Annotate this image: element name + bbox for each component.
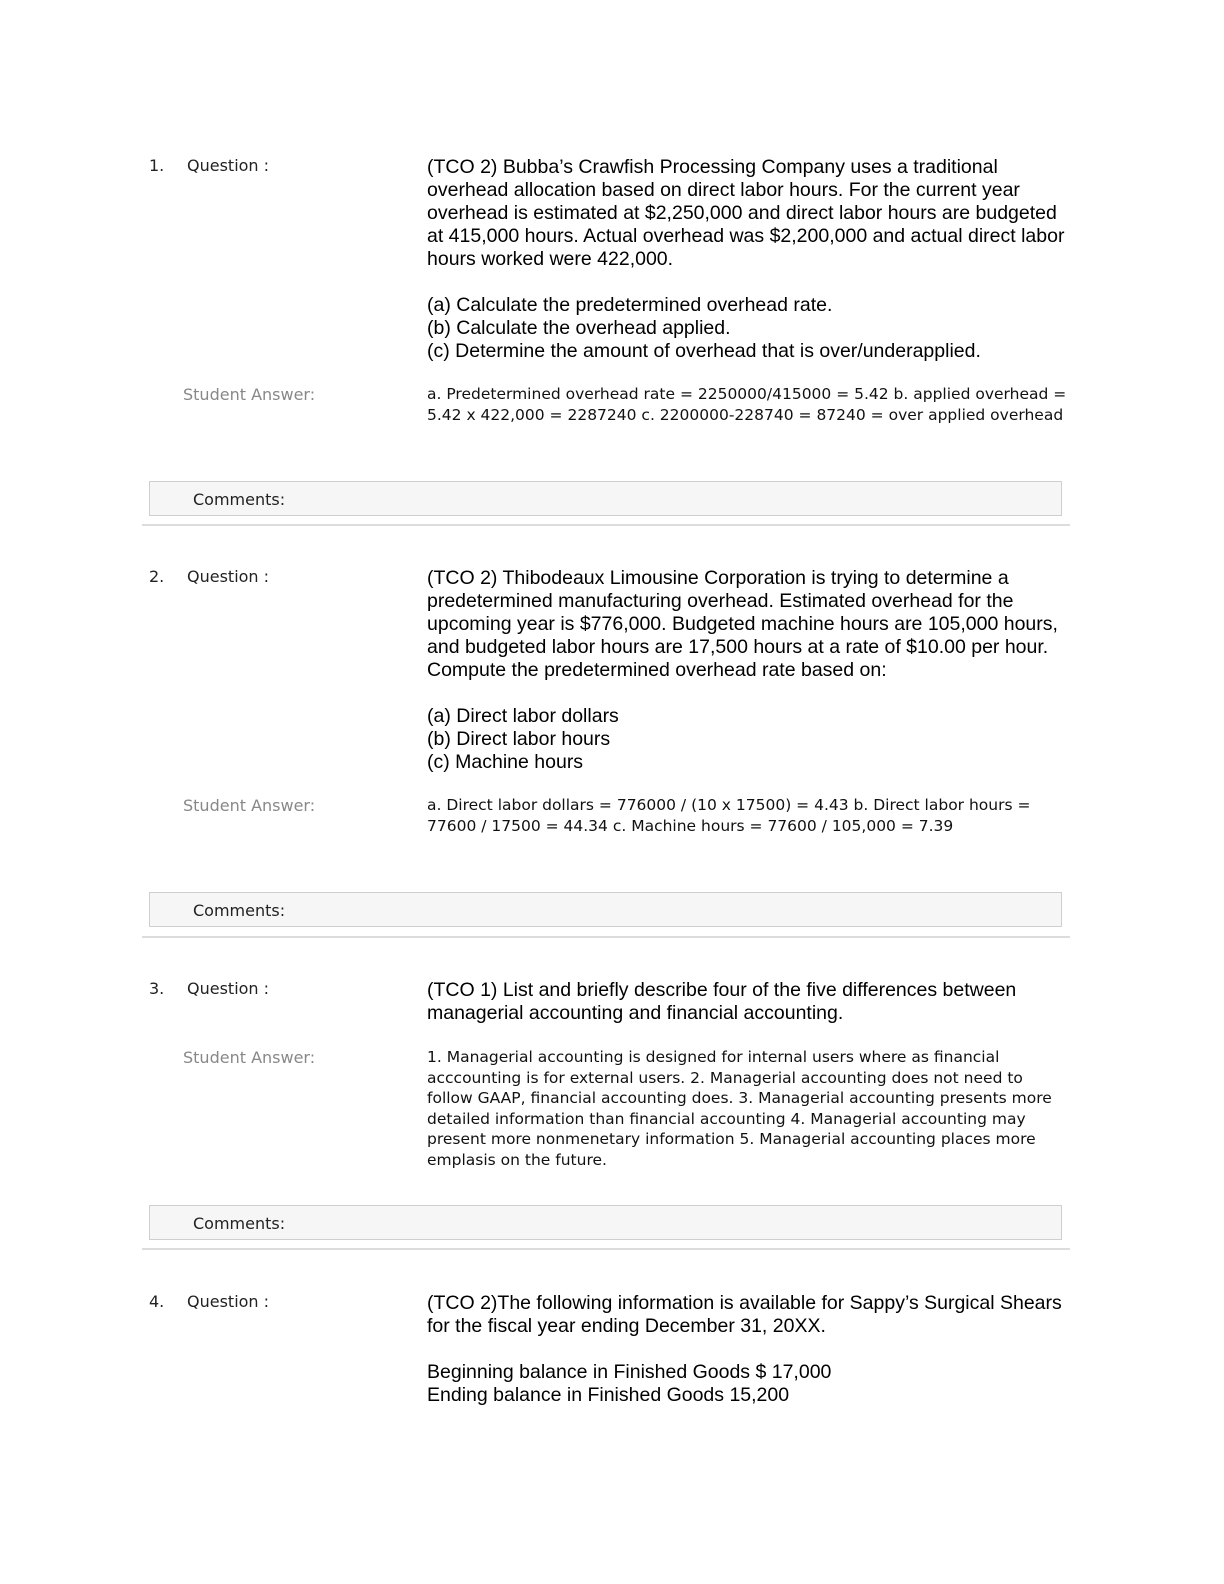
student-answer-label: Student Answer:	[183, 796, 316, 815]
question-text	[427, 979, 1077, 1025]
divider	[142, 524, 1070, 526]
question-paragraph: (TCO 2)The following information is available for Sappy’s Surgical Shears for the fiscal year ending December 31, 20XX.	[427, 1292, 1062, 1337]
question-number: 3.	[149, 979, 165, 998]
comments-box	[149, 481, 1062, 516]
comments-label: Comments:	[193, 490, 286, 509]
question-paragraph: (TCO 2) Bubba’s Crawfish Processing Company uses a traditional overhead allocation based on direct labor hours. For the current year overhead is estimated at $2,250,000 and direct labor hours are budgeted at 415,000 hours. Actual overhead was $2,200,000 and actual direct labor hours worked were 422,000.	[427, 156, 1065, 270]
comments-box	[149, 892, 1062, 927]
question-text	[427, 567, 1077, 774]
question-label: Question :	[187, 567, 270, 586]
student-answer-label: Student Answer:	[183, 385, 316, 404]
divider	[142, 936, 1070, 938]
question-label: Question :	[187, 1292, 270, 1311]
question-paragraph: Beginning balance in Finished Goods $ 17,000 Ending balance in Finished Goods 15,200	[427, 1361, 832, 1406]
student-answer-text: 1. Managerial accounting is designed for internal users where as financial acccounting is for external users. 2. Managerial accounting does not need to follow GAAP, financial accounting does. 3. Managerial accounting presents more detailed information than financial accounting 4. Managerial accounting may present more nonmenetary information 5. Managerial accounting places more emplasis on the future.	[427, 1048, 1052, 1169]
student-answer-text: a. Direct labor dollars = 776000 / (10 x 17500) = 4.43 b. Direct labor hours = 77600 / 17500 = 44.34 c. Machine hours = 77600 / 105,000 = 7.39	[427, 796, 1031, 835]
question-text	[427, 156, 1077, 363]
comments-label: Comments:	[193, 901, 286, 920]
student-answer-label: Student Answer:	[183, 1048, 316, 1067]
question-paragraph: (a) Calculate the predetermined overhead rate. (b) Calculate the overhead applied. (c) Determine the amount of overhead that is over/underapplied.	[427, 294, 981, 362]
question-paragraph: (TCO 1) List and briefly describe four of the five differences between managerial accounting and financial accounting.	[427, 979, 1017, 1024]
question-label: Question :	[187, 156, 270, 175]
comments-label: Comments:	[193, 1214, 286, 1233]
question-number: 2.	[149, 567, 165, 586]
question-number: 4.	[149, 1292, 165, 1311]
student-answer-text: a. Predetermined overhead rate = 2250000/415000 = 5.42 b. applied overhead = 5.42 x 422,000 = 2287240 c. 2200000-228740 = 87240 = over applied overhead	[427, 385, 1067, 424]
comments-box	[149, 1205, 1062, 1240]
question-paragraph: (TCO 2) Thibodeaux Limousine Corporation is trying to determine a predetermined manufacturing overhead. Estimated overhead for the upcoming year is $776,000. Budgeted machine hours are 105,000 hours, and budgeted labor hours are 17,500 hours at a rate of $10.00 per hour. Compute the predetermined overhead rate based on:	[427, 567, 1058, 681]
question-number: 1.	[149, 156, 165, 175]
question-text	[427, 1292, 1077, 1407]
question-paragraph: (a) Direct labor dollars (b) Direct labor hours (c) Machine hours	[427, 705, 619, 773]
question-label: Question :	[187, 979, 270, 998]
divider	[142, 1248, 1070, 1250]
